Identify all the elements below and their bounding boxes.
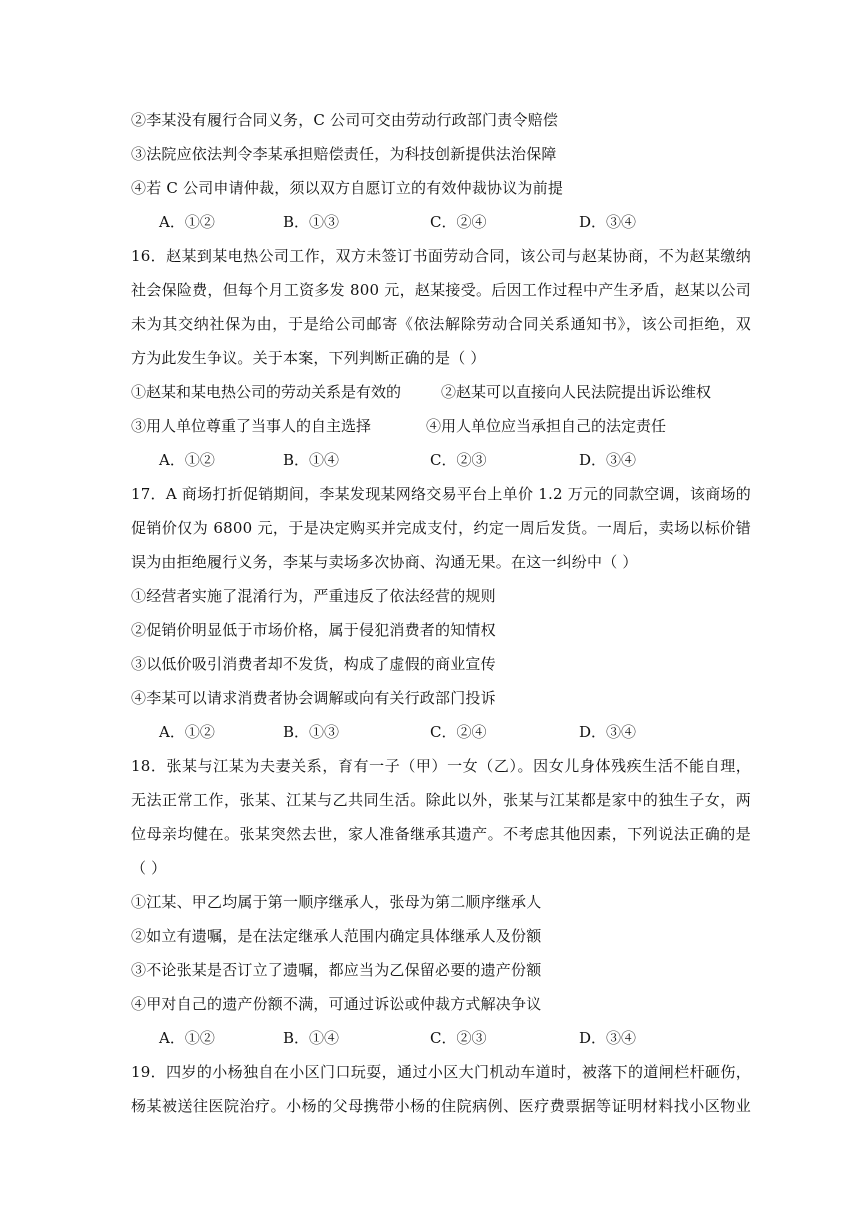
q17-option-c: C．②④ (430, 723, 487, 741)
q15-statement-4: ④若 C 公司申请仲裁，须以双方自愿订立的有效仲裁协议为前提 (131, 179, 564, 197)
q16-option-b: B．①④ (283, 451, 340, 469)
q17-option-d: D．③④ (579, 723, 637, 741)
q17-option-b: B．①③ (283, 723, 340, 741)
q19-stem-line: 19．四岁的小杨独自在小区门口玩耍，通过小区大门机动车道时，被落下的道闸栏杆砸伤， (131, 1063, 751, 1081)
q18-stem-line: 18．张某与江某为夫妻关系，育有一子（甲）一女（乙）。因女儿身体残疾生活不能自理， (131, 757, 751, 775)
q15-option-c: C．②④ (430, 213, 487, 231)
q15-option-b: B．①③ (283, 213, 340, 231)
q15-options (159, 211, 759, 233)
q17-statement-3: ③以低价吸引消费者却不发货，构成了虚假的商业宣传 (131, 655, 496, 673)
q16-option-d: D．③④ (579, 451, 637, 469)
q18-stem-line: 位母亲均健在。张某突然去世，家人准备继承其遗产。不考虑其他因素，下列说法正确的是 (131, 825, 751, 843)
q17-statement-1: ①经营者实施了混淆行为，严重违反了依法经营的规则 (131, 587, 496, 605)
q18-stem-line: （ ） (131, 859, 167, 877)
q16-statement-2: ②赵某可以直接向人民法院提出诉讼维权 (441, 383, 712, 401)
q17-stem-line: 促销价仅为 6800 元，于是决定购买并完成支付，约定一周后发货。一周后，卖场以标价错 (131, 519, 751, 537)
q18-option-a: A．①② (159, 1029, 215, 1047)
q18-statement-3: ③不论张某是否订立了遗嘱，都应当为乙保留必要的遗产份额 (131, 961, 542, 979)
q18-option-b: B．①④ (283, 1029, 340, 1047)
q16-statement-4: ④用人单位应当承担自己的法定责任 (426, 417, 667, 435)
q17-stem-line: 17．A 商场打折促销期间，李某发现某网络交易平台上单价 1.2 万元的同款空调，该商场的 (131, 485, 751, 503)
q16-stem-line: 方为此发生争议。关于本案，下列判断正确的是（ ） (131, 349, 486, 367)
q16-statements-row-2 (131, 415, 751, 437)
q16-option-a: A．①② (159, 451, 215, 469)
q16-option-c: C．②③ (430, 451, 487, 469)
q18-stem-line: 无法正常工作，张某、江某与乙共同生活。除此以外，张某与江某都是家中的独生子女，两 (131, 791, 751, 809)
q15-statement-3: ③法院应依法判令李某承担赔偿责任，为科技创新提供法治保障 (131, 145, 557, 163)
q17-options (159, 721, 759, 743)
q16-statement-3: ③用人单位尊重了当事人的自主选择 (131, 417, 372, 435)
q17-statement-2: ②促销价明显低于市场价格，属于侵犯消费者的知情权 (131, 621, 496, 639)
q17-option-a: A．①② (159, 723, 215, 741)
q18-statement-4: ④甲对自己的遗产份额不满，可通过诉讼或仲裁方式解决争议 (131, 995, 542, 1013)
q16-statements-row-1 (131, 381, 751, 403)
q18-options (159, 1027, 759, 1049)
q17-stem-line: 误为由拒绝履行义务，李某与卖场多次协商、沟通无果。在这一纠纷中（ ） (131, 553, 638, 571)
q17-statement-4: ④李某可以请求消费者协会调解或向有关行政部门投诉 (131, 689, 496, 707)
q19-stem-line: 杨某被送往医院治疗。小杨的父母携带小杨的住院病例、医疗费票据等证明材料找小区物业 (131, 1097, 751, 1115)
q18-statement-2: ②如立有遗嘱，是在法定继承人范围内确定具体继承人及份额 (131, 927, 542, 945)
q16-options (159, 449, 759, 471)
q16-stem-line: 16．赵某到某电热公司工作，双方未签订书面劳动合同，该公司与赵某协商，不为赵某缴纳 (131, 247, 751, 265)
q15-option-a: A．①② (159, 213, 215, 231)
q15-statement-2: ②李某没有履行合同义务，C 公司可交由劳动行政部门责令赔偿 (131, 111, 559, 129)
q18-statement-1: ①江某、甲乙均属于第一顺序继承人，张母为第二顺序继承人 (131, 893, 542, 911)
q18-option-c: C．②③ (430, 1029, 487, 1047)
q16-stem-line: 社会保险费，但每个月工资多发 800 元，赵某接受。后因工作过程中产生矛盾，赵某以公司 (131, 281, 751, 299)
q16-stem-line: 未为其交纳社保为由，于是给公司邮寄《依法解除劳动合同关系通知书》，该公司拒绝，双 (131, 315, 751, 333)
q18-option-d: D．③④ (579, 1029, 637, 1047)
q15-option-d: D．③④ (579, 213, 637, 231)
q16-statement-1: ①赵某和某电热公司的劳动关系是有效的 (131, 383, 402, 401)
